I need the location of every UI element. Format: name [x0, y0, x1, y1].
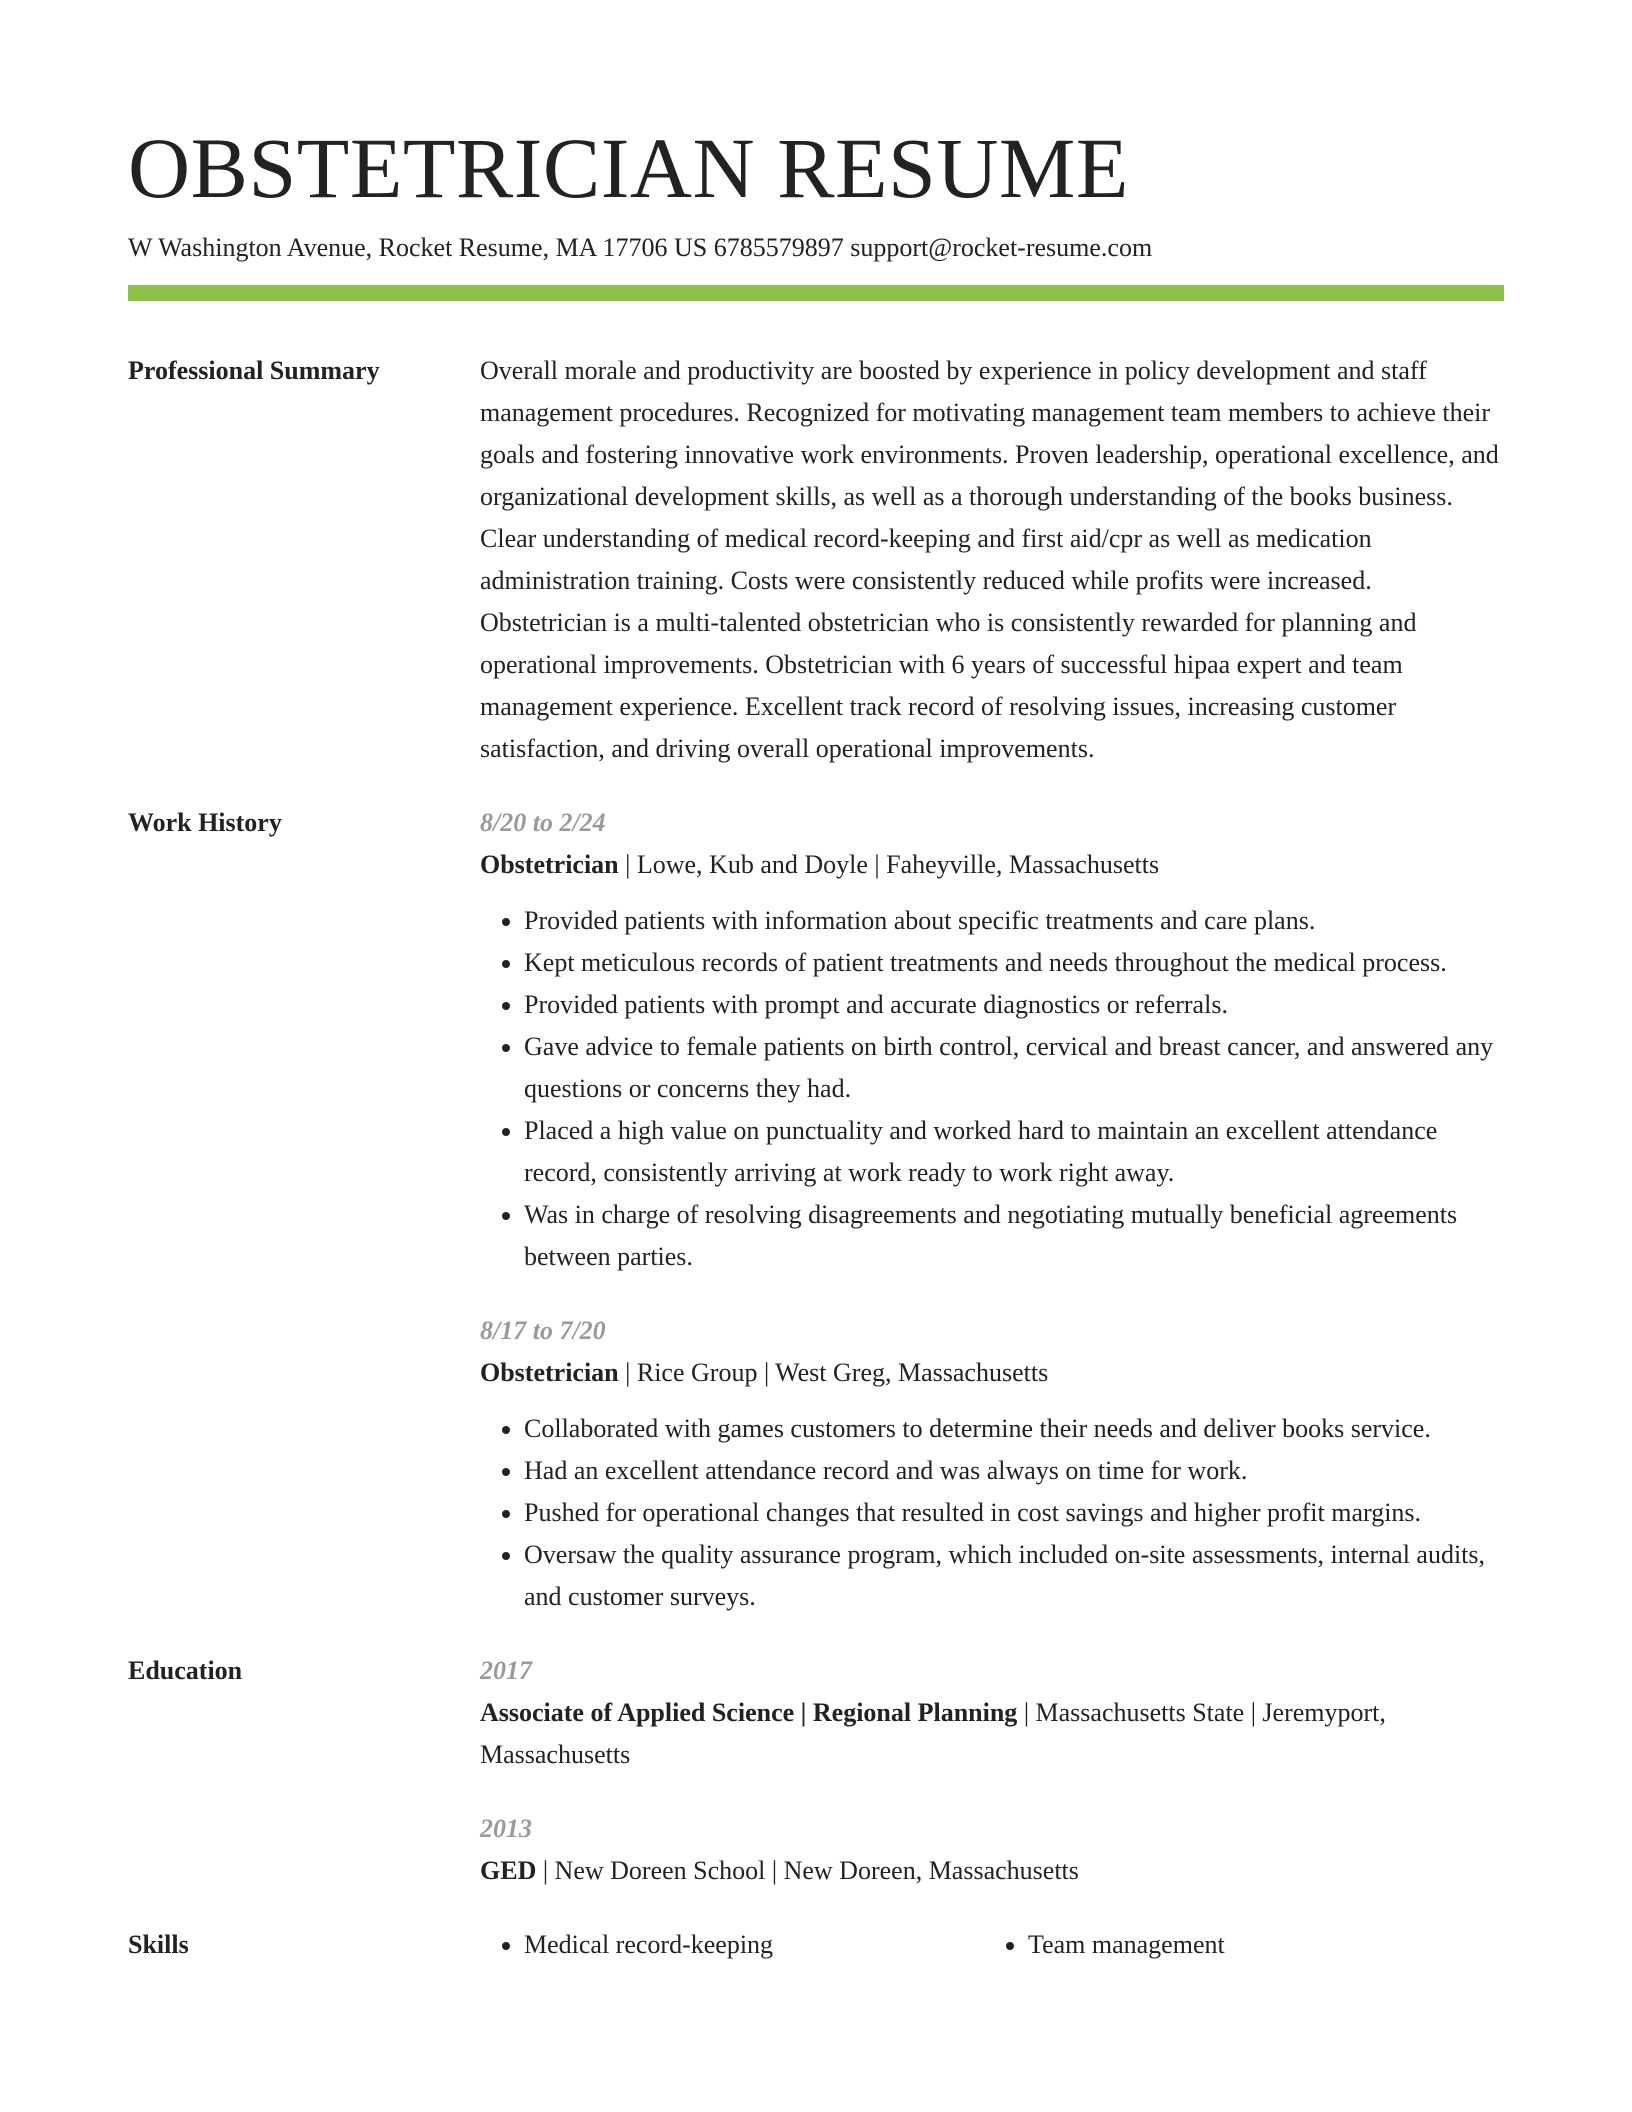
job-details: | Rice Group | West Greg, Massachusetts [618, 1358, 1049, 1387]
work-history-section [128, 802, 1504, 1650]
education-degree: Associate of Applied Science | Regional Planning [480, 1698, 1018, 1727]
education-degree: GED [480, 1856, 537, 1885]
skill-item: • Medical record-keeping [524, 1924, 984, 1966]
job-details: | Lowe, Kub and Doyle | Faheyville, Massachusetts [618, 850, 1160, 879]
job-entry [480, 802, 1504, 1278]
education-year: 2013 [480, 1814, 532, 1843]
job-bullet: • Collaborated with games customers to determine their needs and deliver books service. [524, 1408, 1504, 1450]
resume-sections [128, 350, 1504, 1966]
skill-item: • Team management [1028, 1924, 1488, 1966]
education-year: 2017 [480, 1656, 532, 1685]
section-label-summary: Professional Summary [128, 356, 380, 385]
job-bullet: • Gave advice to female patients on birth control, cervical and breast cancer, and answered any questions or concerns they had. [524, 1026, 1504, 1110]
skills-body [480, 1924, 1504, 1966]
job-bullet: • Placed a high value on punctuality and worked hard to maintain an excellent attendance record, consistently arriving at work ready to work right away. [524, 1110, 1504, 1194]
education-details: | New Doreen School | New Doreen, Massachusetts [536, 1856, 1079, 1885]
education-heading [480, 1692, 1504, 1776]
job-bullets [480, 1408, 1504, 1618]
job-title: Obstetrician [480, 1358, 619, 1387]
education-entry [480, 1650, 1504, 1776]
summary-text: Overall morale and productivity are boosted by experience in policy development and staff management procedures. Recognized for motivating management team members to achieve their goals and fostering innovative work environments. Proven leadership, operational excellence, and organizational development skills, as well as a thorough understanding of the books business. Clear understanding of medical record-keeping and first aid/cpr as well as medication administration training. Costs were consistently reduced while profits were increased. Obstetrician is a multi-talented obstetrician who is consistently rewarded for planning and operational improvements. Obstetrician with 6 years of successful hipaa expert and team management experience. Excellent track record of resolving issues, increasing customer satisfaction, and driving overall operational improvements. [480, 356, 1499, 763]
education-entry [480, 1808, 1504, 1892]
job-dates: 8/17 to 7/20 [480, 1316, 606, 1345]
job-bullet: • Was in charge of resolving disagreements and negotiating mutually beneficial agreements between parties. [524, 1194, 1504, 1278]
skills-column [984, 1924, 1488, 1966]
section-label-work: Work History [128, 808, 282, 837]
job-bullets [480, 900, 1504, 1278]
education-heading [480, 1850, 1504, 1892]
job-bullet: • Provided patients with information about specific treatments and care plans. [524, 900, 1504, 942]
education-section [128, 1650, 1504, 1924]
professional-summary-section [128, 350, 1504, 802]
section-label-education: Education [128, 1656, 243, 1685]
job-title: Obstetrician [480, 850, 619, 879]
job-bullet: • Provided patients with prompt and accurate diagnostics or referrals. [524, 984, 1504, 1026]
job-bullet: • Oversaw the quality assurance program, which included on-site assessments, internal audits, and customer surveys. [524, 1534, 1504, 1618]
work-body [480, 802, 1504, 1650]
job-heading [480, 1352, 1504, 1394]
job-heading [480, 844, 1504, 886]
job-bullet: • Kept meticulous records of patient treatments and needs throughout the medical process. [524, 942, 1504, 984]
job-dates: 8/20 to 2/24 [480, 808, 606, 837]
skills-section [128, 1924, 1504, 1966]
contact-line: W Washington Avenue, Rocket Resume, MA 17706 US 6785579897 support@rocket-resume.com [128, 233, 1153, 262]
education-body [480, 1650, 1504, 1924]
education-details: | Massachusetts State | Jeremyport, Massachusetts [480, 1698, 1386, 1769]
job-entry [480, 1310, 1504, 1618]
skills-column [480, 1924, 984, 1966]
accent-divider [128, 285, 1504, 301]
resume-title: OBSTETRICIAN RESUME [128, 120, 1129, 216]
section-label-skills: Skills [128, 1930, 189, 1959]
job-bullet: • Had an excellent attendance record and was always on time for work. [524, 1450, 1504, 1492]
job-bullet: • Pushed for operational changes that resulted in cost savings and higher profit margins. [524, 1492, 1504, 1534]
summary-body [480, 350, 1504, 802]
